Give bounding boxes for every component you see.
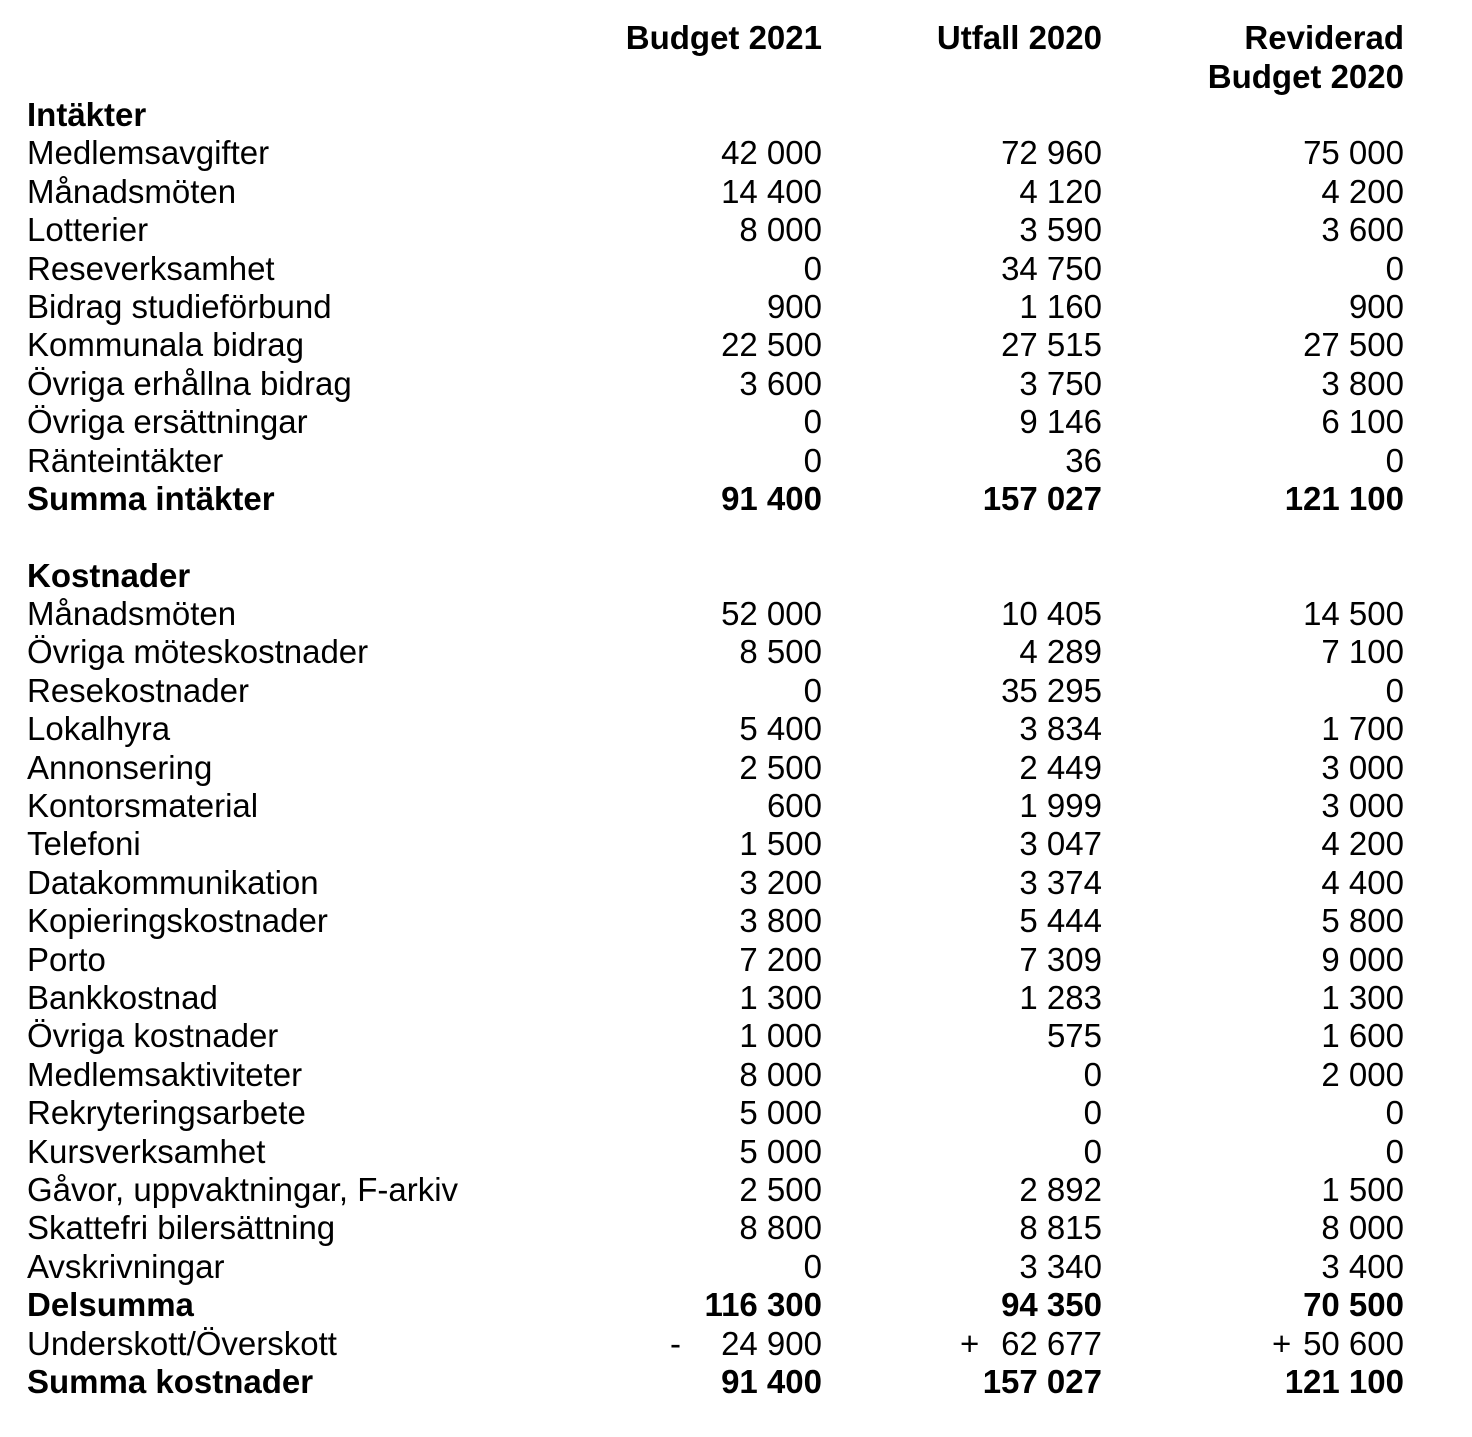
row-label: Rekryteringsarbete	[27, 1094, 306, 1132]
table-row	[0, 633, 1472, 671]
table-row	[0, 1133, 1472, 1171]
column-header-line: Reviderad	[1244, 19, 1404, 56]
value-reviderad-2020: 3 400	[1321, 1247, 1404, 1285]
value-reviderad-2020: 2 000	[1321, 1055, 1404, 1093]
value-budget-2021: 0	[803, 441, 822, 479]
value-reviderad-2020: 4 400	[1321, 863, 1404, 901]
row-label: Summa kostnader	[27, 1362, 314, 1400]
row-label: Övriga ersättningar	[27, 403, 308, 441]
value-reviderad-2020: 0	[1385, 1094, 1404, 1132]
value-reviderad-2020: 3 600	[1321, 211, 1404, 249]
row-label: Summa intäkter	[27, 479, 275, 517]
value-budget-2021: 91 400	[721, 479, 822, 517]
value-budget-2021: 5 000	[739, 1094, 822, 1132]
value-reviderad-2020: 50 600	[1303, 1324, 1404, 1362]
table-row	[0, 979, 1472, 1017]
value-budget-2021: 8 000	[739, 211, 822, 249]
value-reviderad-2020: 8 000	[1321, 1209, 1404, 1247]
value-reviderad-2020: 1 500	[1321, 1170, 1404, 1208]
value-utfall-2020: 2 449	[1019, 748, 1102, 786]
row-label: Resekostnader	[27, 671, 249, 709]
value-utfall-2020: 9 146	[1019, 403, 1102, 441]
row-label: Övriga möteskostnader	[27, 633, 369, 671]
value-utfall-2020: 0	[1083, 1094, 1102, 1132]
subtotal-row	[0, 1286, 1472, 1324]
table-row	[0, 1248, 1472, 1286]
table-row	[0, 595, 1472, 633]
value-reviderad-2020: 1 600	[1321, 1017, 1404, 1055]
sign-utfall-2020: +	[960, 1324, 980, 1362]
value-utfall-2020: 10 405	[1001, 595, 1102, 633]
row-label: Kommunala bidrag	[27, 326, 304, 364]
value-budget-2021: 116 300	[704, 1286, 822, 1324]
value-budget-2021: 52 000	[721, 595, 822, 633]
row-label: Bankkostnad	[27, 978, 218, 1016]
table-row	[0, 1209, 1472, 1247]
row-label: Underskott/Överskott	[27, 1324, 337, 1362]
value-budget-2021: 0	[803, 249, 822, 287]
table-row	[0, 749, 1472, 787]
value-utfall-2020: 94 350	[1001, 1286, 1102, 1324]
value-reviderad-2020: 75 000	[1303, 134, 1404, 172]
value-utfall-2020: 3 750	[1019, 364, 1102, 402]
value-utfall-2020: 3 047	[1019, 825, 1102, 863]
row-label: Porto	[27, 940, 106, 978]
row-label: Lotterier	[27, 211, 149, 249]
value-utfall-2020: 27 515	[1001, 326, 1102, 364]
value-utfall-2020: 4 120	[1019, 172, 1102, 210]
value-utfall-2020: 3 834	[1019, 710, 1102, 748]
value-budget-2021: 7 200	[739, 940, 822, 978]
table-row	[0, 211, 1472, 249]
row-label: Medlemsaktiviteter	[27, 1055, 303, 1093]
value-utfall-2020: 5 444	[1019, 902, 1102, 940]
value-utfall-2020: 157 027	[982, 1362, 1102, 1400]
value-utfall-2020: 8 815	[1019, 1209, 1102, 1247]
value-budget-2021: 3 600	[739, 364, 822, 402]
table-row	[0, 250, 1472, 288]
total-row-income	[0, 480, 1472, 518]
value-reviderad-2020: 0	[1385, 1132, 1404, 1170]
section-heading-costs	[0, 557, 1472, 595]
value-budget-2021: 0	[803, 1247, 822, 1285]
table-row	[0, 710, 1472, 748]
value-budget-2021: 24 900	[721, 1324, 822, 1362]
value-budget-2021: 1 000	[739, 1017, 822, 1055]
table-row	[0, 288, 1472, 326]
row-label: Ränteintäkter	[27, 441, 224, 479]
value-reviderad-2020: 1 700	[1321, 710, 1404, 748]
value-budget-2021: 1 300	[739, 978, 822, 1016]
value-utfall-2020: 3 340	[1019, 1247, 1102, 1285]
value-budget-2021: 42 000	[721, 134, 822, 172]
sign-reviderad-2020: +	[1272, 1324, 1292, 1362]
value-budget-2021: 5 400	[739, 710, 822, 748]
value-budget-2021: 600	[766, 787, 822, 825]
value-utfall-2020: 1 999	[1019, 787, 1102, 825]
row-label: Kursverksamhet	[27, 1132, 266, 1170]
result-row	[0, 1325, 1472, 1363]
table-row	[0, 1094, 1472, 1132]
value-reviderad-2020: 27 500	[1303, 326, 1404, 364]
value-budget-2021: 8 500	[739, 633, 822, 671]
section-title: Kostnader	[27, 556, 191, 594]
value-reviderad-2020: 0	[1385, 441, 1404, 479]
value-reviderad-2020: 1 300	[1321, 978, 1404, 1016]
value-utfall-2020: 7 309	[1019, 940, 1102, 978]
row-label: Kopieringskostnader	[27, 902, 328, 940]
value-budget-2021: 22 500	[721, 326, 822, 364]
row-label: Gåvor, uppvaktningar, F-arkiv	[27, 1170, 459, 1208]
table-row	[0, 825, 1472, 863]
value-budget-2021: 0	[803, 403, 822, 441]
row-label: Lokalhyra	[27, 710, 171, 748]
table-row	[0, 1056, 1472, 1094]
table-row	[0, 403, 1472, 441]
value-reviderad-2020: 9 000	[1321, 940, 1404, 978]
value-reviderad-2020: 70 500	[1303, 1286, 1404, 1324]
row-label: Bidrag studieförbund	[27, 287, 332, 325]
table-row	[0, 326, 1472, 364]
section-heading-income	[0, 96, 1472, 134]
row-label: Avskrivningar	[27, 1247, 225, 1285]
value-reviderad-2020: 121 100	[1284, 479, 1404, 517]
table-row	[0, 442, 1472, 480]
value-budget-2021: 8 800	[739, 1209, 822, 1247]
value-utfall-2020: 34 750	[1001, 249, 1102, 287]
table-row	[0, 1171, 1472, 1209]
value-reviderad-2020: 4 200	[1321, 172, 1404, 210]
row-label: Månadsmöten	[27, 172, 237, 210]
value-utfall-2020: 3 374	[1019, 863, 1102, 901]
table-row	[0, 864, 1472, 902]
value-utfall-2020: 3 590	[1019, 211, 1102, 249]
row-label: Månadsmöten	[27, 595, 237, 633]
value-utfall-2020: 35 295	[1001, 671, 1102, 709]
row-label: Annonsering	[27, 748, 213, 786]
value-utfall-2020: 1 160	[1019, 287, 1102, 325]
value-budget-2021: 1 500	[739, 825, 822, 863]
spacer-row	[0, 518, 1472, 556]
value-utfall-2020: 157 027	[982, 479, 1102, 517]
column-header-budget-2021: Budget 2021	[625, 19, 822, 56]
row-label: Övriga kostnader	[27, 1017, 279, 1055]
value-budget-2021: 2 500	[739, 748, 822, 786]
table-row	[0, 787, 1472, 825]
value-utfall-2020: 2 892	[1019, 1170, 1102, 1208]
row-label: Skattefri bilersättning	[27, 1209, 336, 1247]
value-reviderad-2020: 0	[1385, 249, 1404, 287]
value-utfall-2020: 4 289	[1019, 633, 1102, 671]
table-row	[0, 365, 1472, 403]
value-budget-2021: 14 400	[721, 172, 822, 210]
row-label: Datakommunikation	[27, 863, 319, 901]
row-label: Medlemsavgifter	[27, 134, 270, 172]
value-reviderad-2020: 4 200	[1321, 825, 1404, 863]
value-utfall-2020: 72 960	[1001, 134, 1102, 172]
value-budget-2021: 3 800	[739, 902, 822, 940]
value-utfall-2020: 0	[1083, 1055, 1102, 1093]
table-row	[0, 173, 1472, 211]
column-header-reviderad-budget-2020	[1208, 19, 1404, 96]
value-reviderad-2020: 14 500	[1303, 595, 1404, 633]
table-row	[0, 941, 1472, 979]
value-reviderad-2020: 6 100	[1321, 403, 1404, 441]
column-header-line: Budget 2020	[1207, 57, 1404, 95]
value-reviderad-2020: 5 800	[1321, 902, 1404, 940]
column-header-utfall-2020: Utfall 2020	[936, 19, 1102, 56]
value-budget-2021: 8 000	[739, 1055, 822, 1093]
value-reviderad-2020: 3 000	[1321, 748, 1404, 786]
budget-table	[0, 96, 1472, 1401]
value-budget-2021: 2 500	[739, 1170, 822, 1208]
value-utfall-2020: 0	[1083, 1132, 1102, 1170]
value-budget-2021: 900	[766, 287, 822, 325]
value-utfall-2020: 62 677	[1001, 1324, 1102, 1362]
value-utfall-2020: 1 283	[1019, 978, 1102, 1016]
table-row	[0, 672, 1472, 710]
value-budget-2021: 3 200	[739, 863, 822, 901]
value-budget-2021: 5 000	[739, 1132, 822, 1170]
value-budget-2021: 91 400	[721, 1362, 822, 1400]
value-reviderad-2020: 0	[1385, 671, 1404, 709]
row-label: Delsumma	[27, 1286, 194, 1324]
value-reviderad-2020: 3 000	[1321, 787, 1404, 825]
value-budget-2021: 0	[803, 671, 822, 709]
value-reviderad-2020: 900	[1348, 287, 1404, 325]
value-utfall-2020: 575	[1046, 1017, 1102, 1055]
value-utfall-2020: 36	[1065, 441, 1102, 479]
row-label: Telefoni	[27, 825, 141, 863]
sign-budget-2021: -	[670, 1324, 681, 1362]
section-title: Intäkter	[27, 96, 147, 133]
table-row	[0, 902, 1472, 940]
row-label: Reseverksamhet	[27, 249, 275, 287]
row-label: Övriga erhållna bidrag	[27, 364, 352, 402]
total-row-costs	[0, 1363, 1472, 1401]
value-reviderad-2020: 3 800	[1321, 364, 1404, 402]
table-row	[0, 1017, 1472, 1055]
value-reviderad-2020: 7 100	[1321, 633, 1404, 671]
row-label: Kontorsmaterial	[27, 787, 259, 825]
table-row	[0, 134, 1472, 172]
value-reviderad-2020: 121 100	[1284, 1362, 1404, 1400]
